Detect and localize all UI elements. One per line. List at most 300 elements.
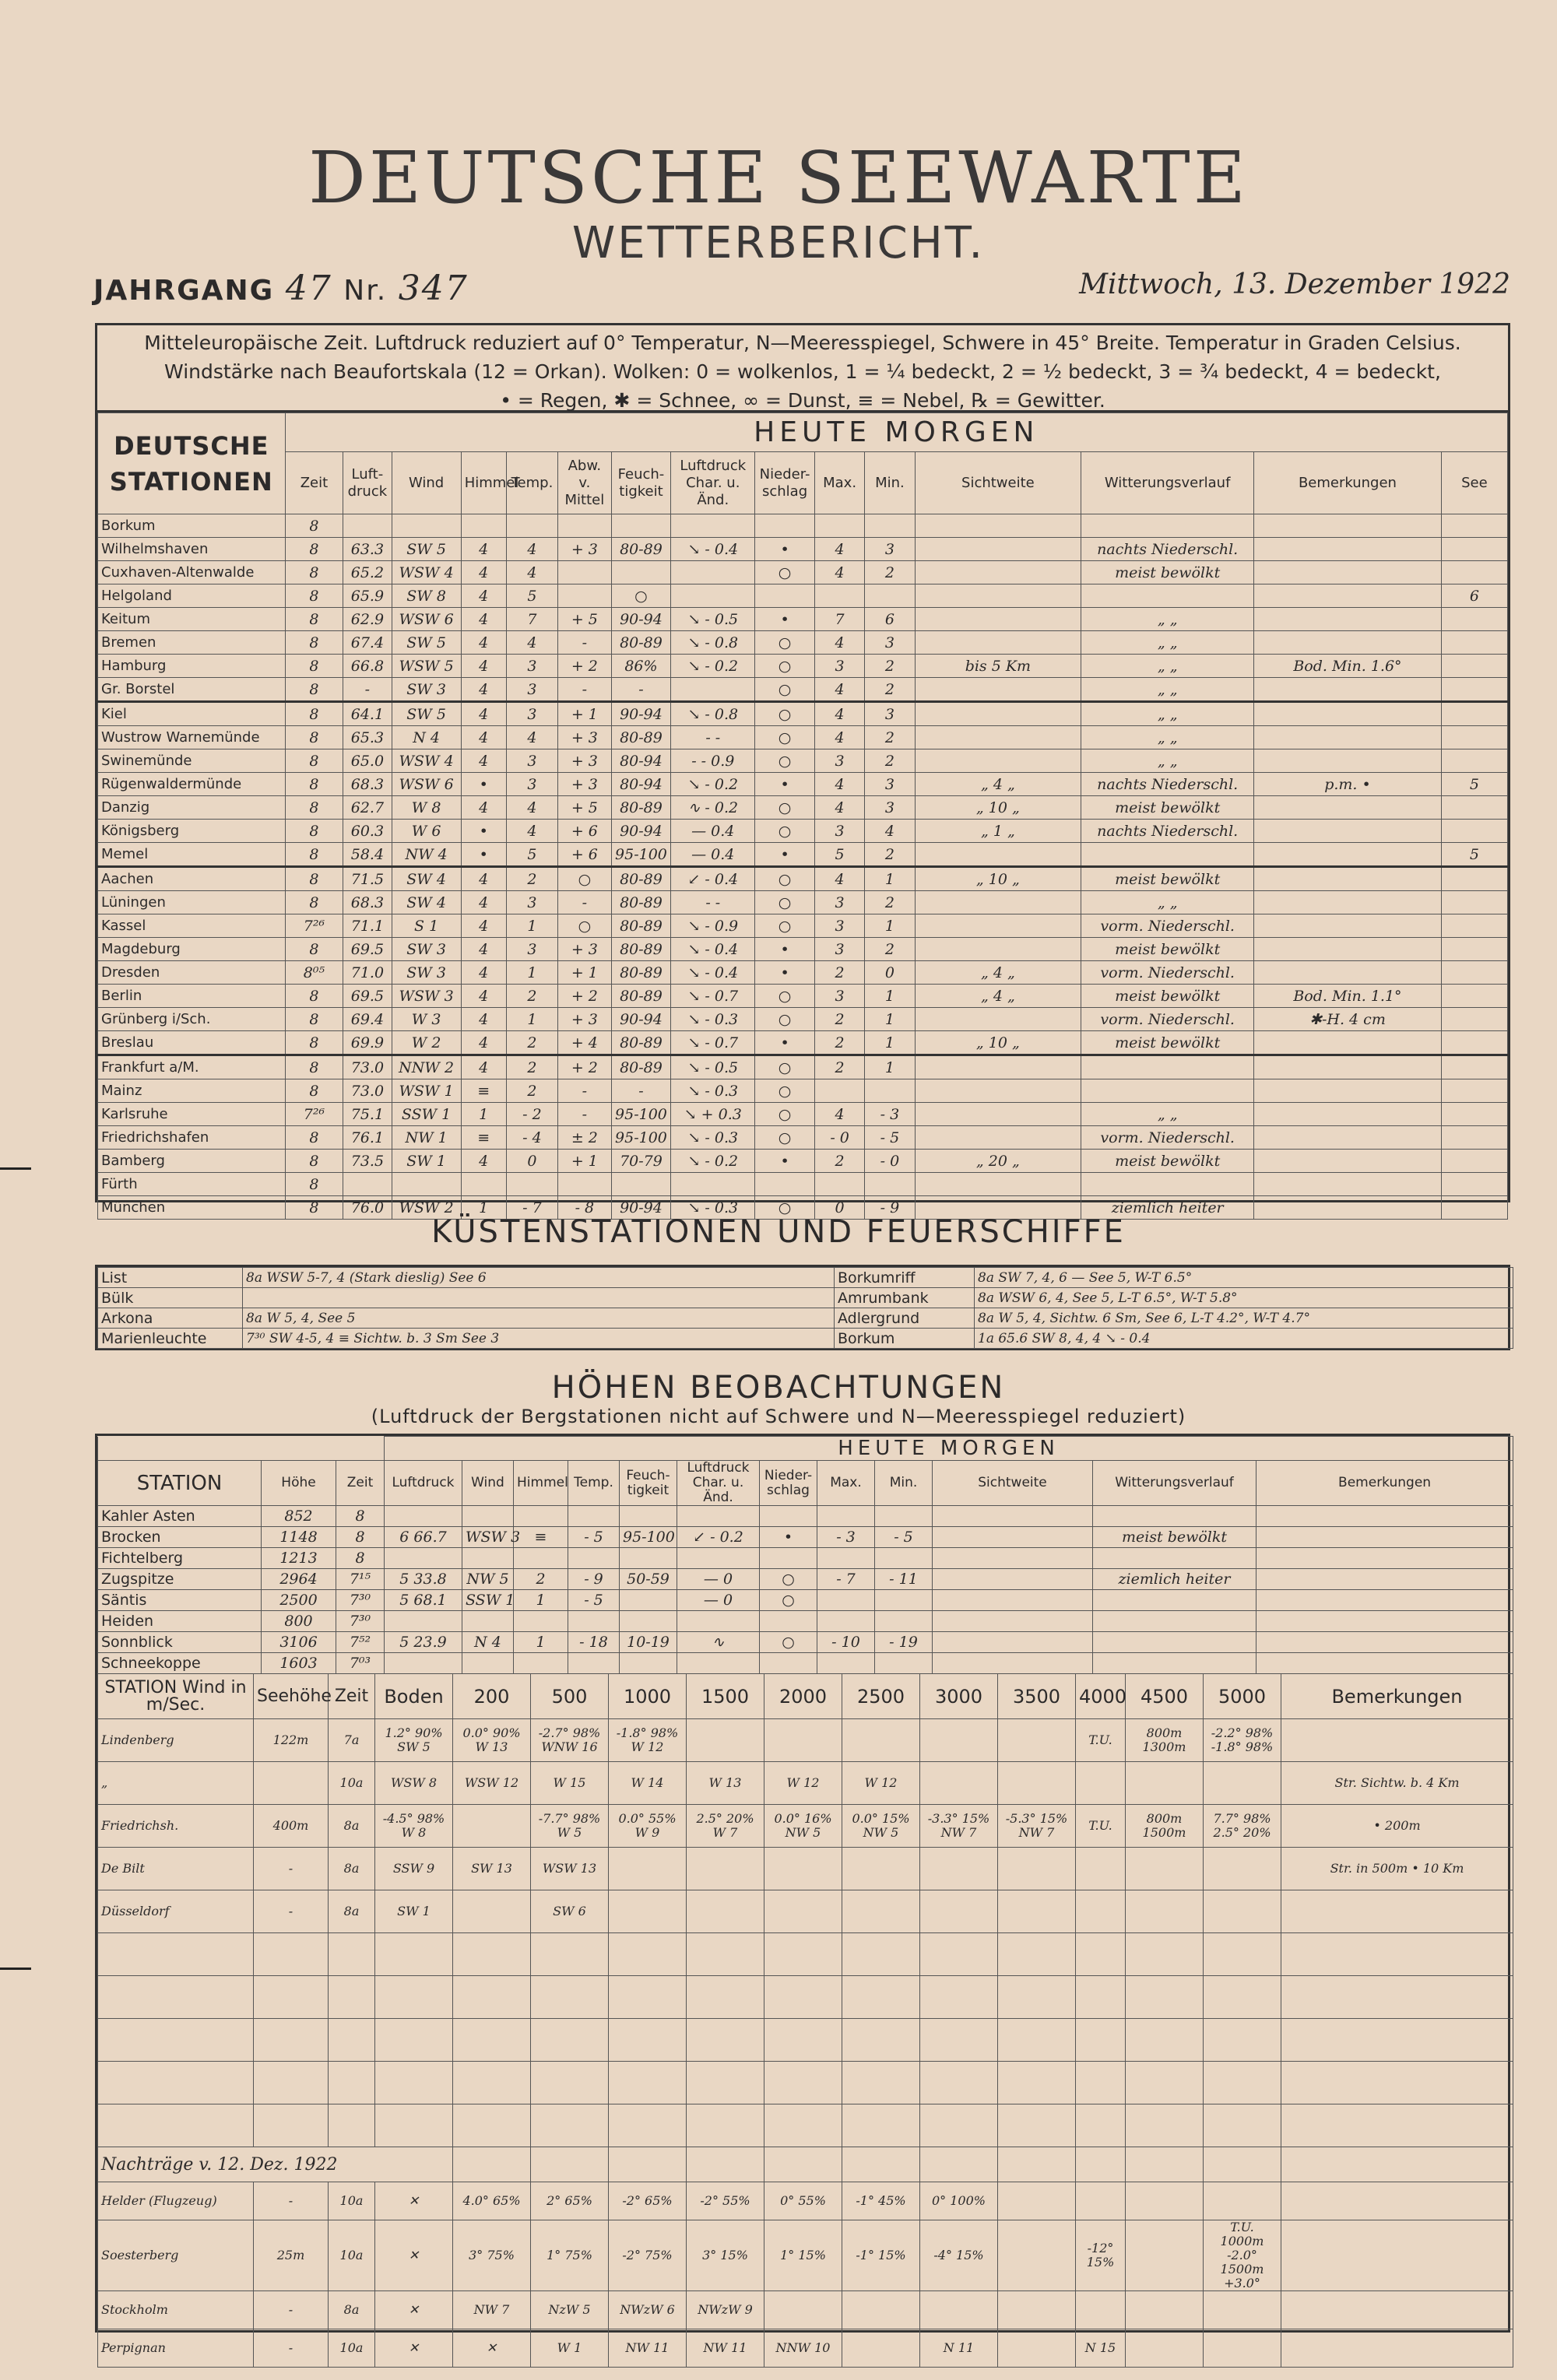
coast-station: Arkona [98,1308,243,1329]
table-cell: 68.3 [343,773,392,796]
table-cell: 1 [461,1103,506,1126]
station-name: Helgoland [98,584,286,608]
station-name: München [98,1196,286,1220]
table-cell: 2 [814,961,864,985]
table-cell: 6 [865,608,915,631]
table-cell: W 14 [609,1762,687,1805]
table-cell: „ 20 „ [915,1150,1081,1173]
table-cell: • [755,843,815,867]
table-cell: 1 [865,867,915,891]
coast-report: 8a WSW 6, 4, See 5, L-T 6.5°, W-T 5.8° [975,1288,1513,1308]
table-cell: 8 [285,1173,343,1196]
table-cell [933,1653,1093,1674]
table-cell: 3 [814,820,864,843]
table-cell: ↘ - 0.3 [671,1126,755,1150]
table-cell: W 13 [687,1762,764,1805]
table-cell: 8 [285,608,343,631]
table-row [98,1173,1508,1196]
table-row [98,796,1508,820]
table-cell: 63.3 [343,538,392,561]
table-cell: - 4 [506,1126,557,1150]
table-cell [875,1611,933,1632]
table-cell [1204,1848,1281,1890]
table-row [98,749,1508,773]
table-row [98,1288,1513,1308]
table-cell: T.U. [1076,1719,1126,1762]
table-cell: ○ [755,561,815,584]
table-cell [1076,2062,1126,2104]
table-cell: „ 4 „ [915,961,1081,985]
empty-row [98,2019,1513,2062]
table-cell: 71.1 [343,914,392,938]
table-cell: 2 [506,1055,557,1079]
column-header: 4000 [1076,1674,1126,1719]
table-cell [609,1890,687,1933]
table-cell: -2° 55% [687,2182,764,2220]
table-cell: 2964 [262,1569,336,1590]
table-cell: 1 [865,1031,915,1055]
column-header: Luftdruck Char. u. Änd. [677,1461,760,1506]
table-cell: 4 [461,538,506,561]
table-cell: - - [671,726,755,749]
table-cell: nachts Niederschl. [1081,538,1254,561]
table-cell: vorm. Niederschl. [1081,1126,1254,1150]
table-cell [1441,514,1507,538]
table-cell: - [611,678,671,702]
table-cell: - 5 [865,1126,915,1150]
table-cell [998,2220,1076,2291]
table-cell: 1603 [262,1653,336,1674]
table-cell: WSW 4 [392,561,461,584]
table-cell: T.U. 1000m -2.0° 1500m +3.0° [1204,2220,1281,2291]
table-cell: 3 [865,702,915,726]
table-cell: 2 [865,891,915,914]
table-cell: meist bewölkt [1081,796,1254,820]
table-cell: meist bewölkt [1081,1150,1254,1173]
station-name: Danzig [98,796,286,820]
table-cell [1254,584,1442,608]
table-cell [671,678,755,702]
table-cell [677,1611,760,1632]
table-cell [842,2019,920,2062]
table-cell [920,1762,998,1805]
page-title: DEUTSCHE SEEWARTE [308,136,1249,219]
table-row [98,1611,1513,1632]
table-cell: 2 [506,985,557,1008]
table-cell: 68.3 [343,891,392,914]
margin-mark [0,1968,31,1970]
table-cell: 4 [461,655,506,678]
table-cell [1204,2062,1281,2104]
table-cell [385,1653,462,1674]
table-cell: + 1 [558,1150,611,1173]
table-cell: SW 3 [392,938,461,961]
table-cell [915,749,1081,773]
empty-row [98,1933,1513,1976]
table-cell [817,1611,875,1632]
nachtraege-label: Nachträge v. 12. Dez. 1922 [98,2147,453,2182]
table-cell: 8 [336,1548,385,1569]
table-cell: 4 [814,867,864,891]
table-cell [842,1848,920,1890]
table-cell [609,2062,687,2104]
table-cell: ✱-H. 4 cm [1254,1008,1442,1031]
table-cell: ○ [755,914,815,938]
table-cell: 65.3 [343,726,392,749]
table-cell: 7¹⁵ [336,1569,385,1590]
column-header: 5000 [1204,1674,1281,1719]
table-cell: 4 [506,726,557,749]
station-name: Hamburg [98,655,286,678]
station-name: Perpignan [98,2329,254,2368]
table-cell: 4 [461,1008,506,1031]
table-row [98,631,1508,655]
column-header: 3000 [920,1674,998,1719]
table-cell [620,1506,677,1527]
table-cell [865,1173,915,1196]
table-cell: 7a [329,1719,375,1762]
column-header: Feuch-tigkeit [611,452,671,514]
table-cell: 67.4 [343,631,392,655]
table-cell: meist bewölkt [1081,985,1254,1008]
table-cell [760,1548,817,1569]
table-cell [915,678,1081,702]
table-row [98,1308,1513,1329]
table-cell: -2° 75% [609,2220,687,2291]
table-cell [453,2019,531,2062]
table-cell: 4 [506,538,557,561]
nr-label: Nr. [343,275,388,307]
table-cell [385,1548,462,1569]
table-cell: 8 [285,584,343,608]
table-cell [1204,2329,1281,2368]
table-cell: ↘ - 0.8 [671,631,755,655]
table-cell: 7.7° 98% 2.5° 20% [1204,1805,1281,1848]
coast-station: Marienleuchte [98,1329,243,1349]
table-cell: „ „ [1081,678,1254,702]
table-cell: 2.5° 20% W 7 [687,1805,764,1848]
column-header: Zeit [336,1461,385,1506]
table-cell: ↘ - 0.5 [671,608,755,631]
table-cell: ○ [755,678,815,702]
table-cell [1441,938,1507,961]
table-cell: 1° 15% [764,2220,842,2291]
table-row [98,678,1508,702]
table-cell: W 12 [842,1762,920,1805]
table-row [98,538,1508,561]
table-cell [915,1079,1081,1103]
table-cell [1281,2019,1513,2062]
table-cell [920,1890,998,1933]
coast-station: Adlergrund [835,1308,975,1329]
table-cell [329,1976,375,2019]
table-row [98,1008,1508,1031]
table-cell [1256,1548,1513,1569]
station-name: Aachen [98,867,286,891]
table-cell: - 5 [568,1590,620,1611]
table-row [98,2291,1513,2329]
table-cell: 3 [814,655,864,678]
table-cell: ↘ - 0.2 [671,655,755,678]
hoehen-heute-morgen: HEUTE MORGEN [385,1437,1513,1461]
table-cell: 6 [1441,584,1507,608]
table-cell [875,1548,933,1569]
table-cell: „ „ [1081,608,1254,631]
table-row [98,1848,1513,1890]
table-cell: 2 [514,1569,568,1590]
table-cell [1441,867,1507,891]
table-cell: ↘ - 0.4 [671,938,755,961]
table-cell [1281,2220,1513,2291]
issue-info [93,269,469,308]
table-cell [875,1506,933,1527]
table-cell: — 0 [677,1590,760,1611]
table-cell: ○ [611,584,671,608]
table-cell: 73.0 [343,1055,392,1079]
column-header: Wind [392,452,461,514]
table-cell [920,2104,998,2147]
table-cell: W 8 [392,796,461,820]
table-cell [865,584,915,608]
table-cell [687,1933,764,1976]
table-cell [609,1976,687,2019]
table-cell: N 11 [920,2329,998,2368]
table-cell: 1 [514,1632,568,1653]
table-cell [1126,2182,1204,2220]
table-cell: - 0 [865,1150,915,1173]
table-cell: 4 [461,561,506,584]
table-cell [1281,2182,1513,2220]
table-cell [1254,514,1442,538]
table-cell [998,1976,1076,2019]
table-cell [609,2147,687,2182]
table-cell: - 9 [568,1569,620,1590]
table-cell: 80-89 [611,1055,671,1079]
table-cell [1081,1079,1254,1103]
table-cell [998,1762,1076,1805]
column-header: 3500 [998,1674,1076,1719]
table-cell: WSW 1 [392,1079,461,1103]
empty-row [98,2062,1513,2104]
station-name: Fichtelberg [98,1548,262,1569]
table-cell: 4 [461,914,506,938]
table-cell [1076,1933,1126,1976]
column-header: Max. [814,452,864,514]
table-cell [1076,1890,1126,1933]
table-cell: 2 [865,561,915,584]
table-cell: - 11 [875,1569,933,1590]
table-cell: ○ [755,1196,815,1220]
table-cell [842,2062,920,2104]
table-cell: • [755,773,815,796]
column-header: Wind [462,1461,514,1506]
table-cell [1076,1976,1126,2019]
table-cell: ○ [755,891,815,914]
table-cell: 7 [506,608,557,631]
table-row [98,843,1508,867]
table-cell [875,1653,933,1674]
table-cell: ○ [755,726,815,749]
table-cell [842,2329,920,2368]
table-cell: NWzW 9 [687,2291,764,2329]
table-cell [254,1762,329,1805]
table-cell [1441,631,1507,655]
station-name: Königsberg [98,820,286,843]
table-row [98,608,1508,631]
table-cell [343,1173,392,1196]
table-cell: + 5 [558,608,611,631]
table-cell [1254,1126,1442,1150]
table-cell: ○ [755,655,815,678]
table-cell [620,1548,677,1569]
table-cell: 3 [506,678,557,702]
table-row [98,2182,1513,2220]
column-header: 1500 [687,1674,764,1719]
table-cell: 73.5 [343,1150,392,1173]
table-cell: 8 [285,655,343,678]
station-name: Helder (Flugzeug) [98,2182,254,2220]
table-cell [558,561,611,584]
table-cell: 69.4 [343,1008,392,1031]
table-cell: 1 [506,1008,557,1031]
table-cell [1441,655,1507,678]
table-cell [375,1976,453,2019]
table-cell: W 15 [531,1762,609,1805]
table-cell [1204,2182,1281,2220]
table-cell: 76.0 [343,1196,392,1220]
table-cell: N 15 [1076,2329,1126,2368]
table-cell [998,2147,1076,2182]
table-cell: WSW 2 [392,1196,461,1220]
table-cell: 4 [461,726,506,749]
table-cell [998,1719,1076,1762]
table-cell: 8a [329,1805,375,1848]
table-cell: SW 1 [375,1890,453,1933]
column-header: Luftdruck [385,1461,462,1506]
table-row [98,1569,1513,1590]
station-name: Breslau [98,1031,286,1055]
table-cell [687,1976,764,2019]
table-cell [760,1506,817,1527]
table-cell: 1 [865,985,915,1008]
table-cell: 3 [814,914,864,938]
table-cell: Bod. Min. 1.1° [1254,985,1442,1008]
table-cell [1254,820,1442,843]
table-cell [1256,1569,1513,1590]
table-cell [1254,1031,1442,1055]
table-cell [1093,1653,1256,1674]
table-cell [915,726,1081,749]
table-cell [1076,1762,1126,1805]
table-cell: WSW 6 [392,608,461,631]
table-cell [1076,2182,1126,2220]
table-cell: S 1 [392,914,461,938]
table-cell [1281,1890,1513,1933]
column-header: Luft-druck [343,452,392,514]
empty-row [98,2104,1513,2147]
table-row [98,584,1508,608]
station-name: Dresden [98,961,286,985]
column-header: Höhe [262,1461,336,1506]
table-cell [1254,608,1442,631]
table-cell: 4 [814,796,864,820]
table-row [98,1590,1513,1611]
table-cell: WSW 3 [462,1527,514,1548]
table-cell [1204,2291,1281,2329]
table-cell: 50-59 [620,1569,677,1590]
table-cell [1076,2104,1126,2147]
table-cell: ○ [755,702,815,726]
table-cell: • [755,961,815,985]
table-cell: 4 [814,773,864,796]
table-cell [1441,702,1507,726]
table-cell: 8 [285,514,343,538]
table-row [98,655,1508,678]
table-cell: 80-89 [611,726,671,749]
table-cell: 800 [262,1611,336,1632]
coast-report: 8a W 5, 4, See 5 [243,1308,835,1329]
table-cell: -2° 65% [609,2182,687,2220]
table-cell: 7⁰³ [336,1653,385,1674]
table-cell: 3 [865,538,915,561]
table-row [98,1150,1508,1173]
table-cell: -4.5° 98% W 8 [375,1805,453,1848]
coast-report: 8a SW 7, 4, 6 — See 5, W-T 6.5° [975,1268,1513,1288]
table-cell [920,2291,998,2329]
table-cell: 4 [461,961,506,985]
table-cell [842,2291,920,2329]
table-cell: 2 [814,1055,864,1079]
table-cell [1254,702,1442,726]
table-cell [568,1506,620,1527]
table-cell: NNW 10 [764,2329,842,2368]
table-cell [842,1890,920,1933]
column-header: Sichtweite [915,452,1081,514]
table-cell [375,2062,453,2104]
table-cell: 3 [865,773,915,796]
table-cell: - [611,1079,671,1103]
table-cell: 4.0° 65% [453,2182,531,2220]
table-cell: 122m [254,1719,329,1762]
table-cell [98,2062,254,2104]
station-name: Berlin [98,985,286,1008]
table-cell [558,1173,611,1196]
table-cell: 3 [814,891,864,914]
coast-report: 1a 65.6 SW 8, 4, 4 ↘ - 0.4 [975,1329,1513,1349]
table-cell: ↘ - 0.2 [671,1150,755,1173]
table-cell [920,2019,998,2062]
table-cell: WSW 13 [531,1848,609,1890]
table-cell: - [254,2182,329,2220]
table-cell: NW 4 [392,843,461,867]
coast-report: 7³⁰ SW 4-5, 4 ≡ Sichtw. b. 3 Sm See 3 [243,1329,835,1349]
table-cell: nachts Niederschl. [1081,820,1254,843]
table-cell: 4 [461,985,506,1008]
table-cell: ○ [755,631,815,655]
table-cell [920,1933,998,1976]
table-cell: 8 [285,867,343,891]
table-cell: „ 10 „ [915,867,1081,891]
table-cell: 8 [285,702,343,726]
station-name: Frankfurt a/M. [98,1055,286,1079]
table-cell: • [461,843,506,867]
legend-line: Windstärke nach Beaufortskala (12 = Orkan). Wolken: 0 = wolkenlos, 1 = ¼ bedeckt, 2 = ½ bedeckt, 3 = ¾ bedeckt, 4 = bedeckt, [164,360,1441,383]
table-cell: ↘ - 0.8 [671,702,755,726]
table-cell [1256,1632,1513,1653]
table-cell: 0 [814,1196,864,1220]
table-row [98,820,1508,843]
table-cell: 1 [514,1590,568,1611]
